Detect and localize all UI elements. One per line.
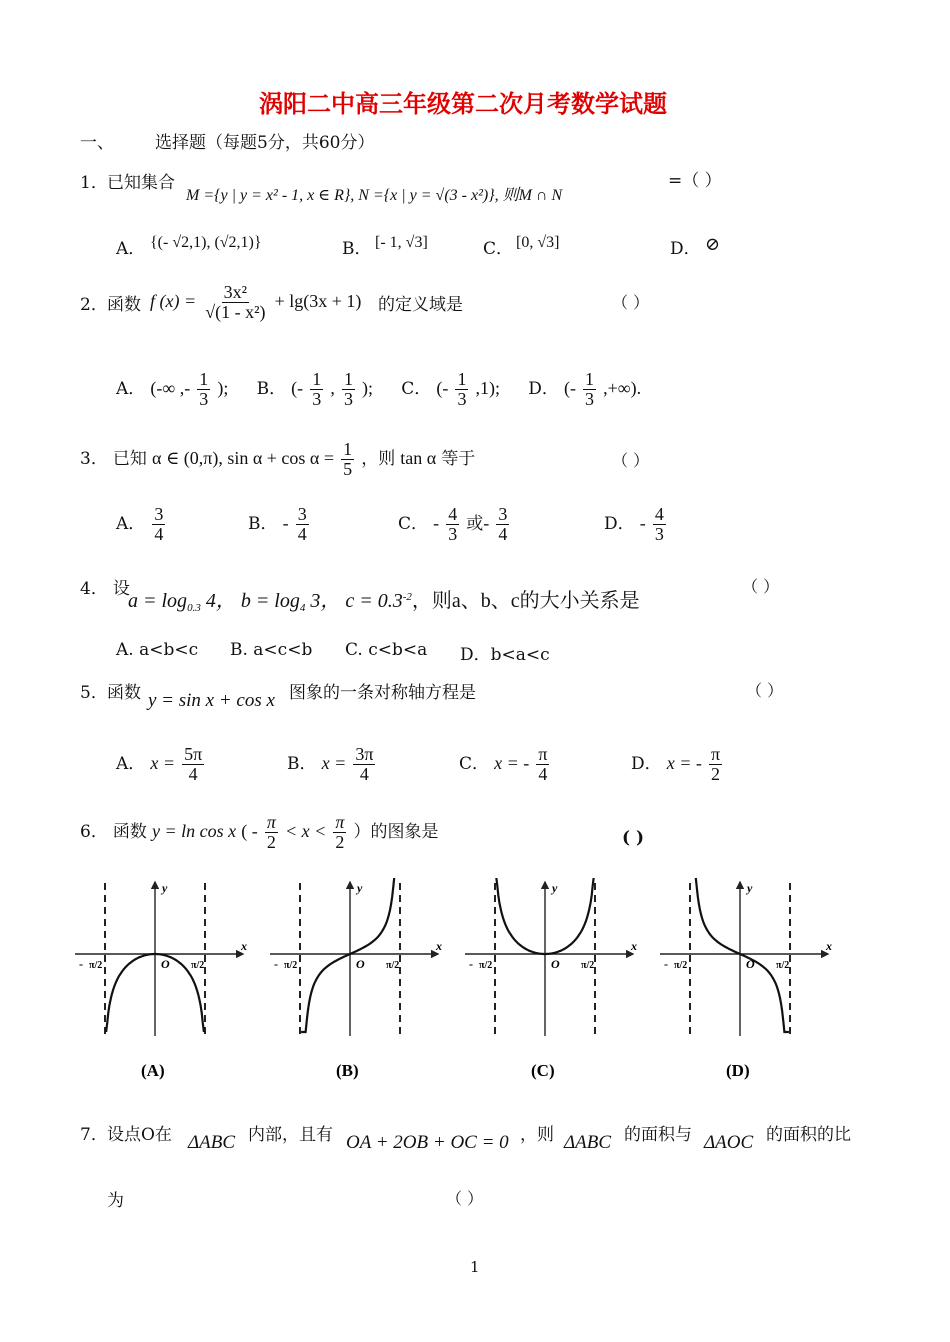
eq: x = [321,752,347,773]
frac-den: 4 [297,523,307,544]
x-axis-label: x [826,939,832,953]
tick-label-right: π/2 [386,960,400,971]
option-label: D． [631,753,662,774]
x-axis-label: x [241,939,247,953]
frac-num: 1 [312,369,322,389]
q1-number: 1． [80,173,108,193]
frac-num: π [538,744,548,764]
page-title: 涡阳二中高三年级第二次月考数学试题 [259,89,667,118]
q1-expression: M ={y | y = x² - 1, x ∈ R}, N ={x | y = √(3 - x²)}, 则M ∩ N [186,187,563,204]
q4-number: 4． [80,579,108,599]
graph-d [660,878,832,1080]
y-axis-label: y [357,881,363,895]
frac-den: 5 [343,458,353,479]
q3-number: 3． [80,448,108,469]
graph-b [270,878,442,1080]
q4-c: c = 0.3 [345,590,403,612]
q2-option-c-pre: (- [436,377,449,398]
q7-triangle-abc-2: ΔABC [564,1132,612,1153]
tick-label-left: - [469,957,473,971]
q6-tail: ）的图象是 [353,821,439,842]
tick-label-left: - [79,957,83,971]
graph-a [75,881,247,1080]
tick-label-left-frac: π/2 [479,960,493,971]
graph-caption: (C) [531,1061,555,1080]
q4-a: a = log [128,590,188,612]
frac-num: π [266,812,276,832]
option-label: A． [116,513,146,534]
frac-den: 2 [266,831,276,852]
frac-den: 3 [312,388,322,409]
q2-option-c-post: ,1); [475,377,501,398]
q7-area1: 的面积与 [624,1125,692,1145]
origin-label: O [551,957,560,971]
q1-option-a-label: A． [116,239,146,259]
frac-num: 3 [498,504,508,524]
tick-label-left: - [274,957,278,971]
q6-range-mid: < x < [284,820,327,841]
q2-option-a-post: ); [217,377,229,398]
q3-option-a [116,505,167,544]
q4-option-a: A. a<b<c [116,640,199,660]
q5-expression: y = sin x + cos x [148,690,275,711]
option-label: D． [604,513,635,534]
q7-then: ，则 [520,1125,554,1145]
q7-area2: 的面积的比 [766,1125,851,1145]
q2-formula [150,283,361,322]
tick-label-right: π/2 [776,960,790,971]
q2-option-d-pre: (- [563,377,576,398]
option-label: A． [116,753,146,774]
tick-label-left-frac: π/2 [284,960,298,971]
frac-num: 3π [355,744,374,764]
q1-option-d: ⊘ [705,234,721,254]
frac-den: 3 [585,388,595,409]
q3-then: ，则 [361,448,396,469]
frac-den: 3 [654,523,664,544]
q1-option-a: {(- √2,1), (√2,1)} [150,234,262,251]
frac-num: 3 [154,504,164,524]
q2-option-b-pre: (- [291,377,304,398]
q6-expression: y = ln cos x [152,820,237,841]
or-word: 或 [466,513,484,534]
frac-den: 4 [498,523,508,544]
q2-lead: 函数 [107,295,141,315]
q4-option-c: C. c<b<a [345,640,428,660]
q4-a-base: 0.3 [187,602,201,614]
q2-options [116,370,641,409]
frac-den: 3 [199,388,209,409]
frac-den: 2 [335,831,345,852]
q4-b-base: 4 [299,602,306,614]
option-label: C． [459,753,490,774]
q3-answer-blank: （ ） [612,451,650,470]
frac-den: 4 [188,763,198,784]
q3-line [80,440,475,479]
frac-den: 3 [343,388,353,409]
graph-caption: (B) [336,1061,359,1080]
q4-option-b: B. a<c<b [230,640,313,660]
q4-answer-blank: （ ） [742,577,780,596]
q7-lead: 设点O在 [107,1125,172,1145]
q7-number: 7． [80,1125,108,1145]
y-axis-label: y [552,881,558,895]
q3-option-c [398,505,511,544]
q4-option-d: D．b<a<c [460,645,550,665]
q5-lead: 函数 [107,683,141,703]
sign: - [282,512,289,533]
eq: x = - [494,752,530,773]
graph-c [465,878,637,1080]
tick-label-left: - [664,957,668,971]
graph-caption: (A) [141,1061,165,1080]
q5-answer-blank: （ ） [746,681,784,700]
q2-answer-blank: （ ） [612,293,650,312]
sign: - [639,512,646,533]
origin-label: O [161,957,170,971]
eq: x = [150,752,176,773]
q4-b: b = log [240,590,300,612]
option-label: B． [248,513,278,534]
q5-number: 5． [80,683,108,703]
q2-option-c-label: C． [401,378,432,399]
q5-option-d [631,745,724,784]
q1-lead: 已知集合 [107,173,175,193]
option-label: C． [398,513,429,534]
q4-c-exp: -2 [402,591,412,603]
frac-num: 1 [457,369,467,389]
q7-vector-equation: OA + 2OB + OC = 0 [346,1132,509,1153]
q5-tail: 图象的一条对称轴方程是 [289,683,476,703]
option-label: B． [287,753,317,774]
q1-option-b: [- 1, √3] [375,234,428,251]
q5-option-c [459,745,551,784]
q2-option-b-post: ); [362,377,374,398]
sign: - [433,512,440,533]
q4-a-arg: 4， [200,590,236,612]
q6-number: 6． [80,821,108,842]
q1-option-c: [0, √3] [516,234,560,251]
origin-label: O [356,957,365,971]
frac-den: 4 [154,523,164,544]
frac-num: 4 [654,504,664,524]
q3-tan: tan α [400,447,437,468]
frac-num: 4 [448,504,458,524]
q1-option-d-label: D． [670,239,701,259]
graph-caption: (D) [726,1061,750,1080]
q3-lead: 已知 [112,448,147,469]
q2-plus-term: + lg(3x + 1) [274,290,362,311]
q1-option-b-label: B． [342,239,372,259]
q2-option-a-label: A． [116,378,146,399]
q3-option-d [604,505,668,544]
q2-number: 2． [80,295,108,315]
q2-option-b-mid: , [330,377,335,398]
q3-tail: 等于 [441,448,476,469]
x-axis-label: x [631,939,637,953]
q2-tail: 的定义域是 [378,295,463,315]
q7-triangle-aoc: ΔAOC [704,1132,754,1153]
frac-den: 3 [448,523,458,544]
tick-label-right: π/2 [581,960,595,971]
q2-option-d-label: D． [528,378,559,399]
q1-answer-blank: =（ ） [668,171,722,191]
frac-den: 4 [538,763,548,784]
q2-numerator: 3x² [223,282,248,302]
q5-option-b [287,745,377,784]
frac-num: 1 [343,369,353,389]
section-label: 选择题（每题5分，共60分） [155,133,375,153]
frac-num: π [335,812,345,832]
q6-line [80,813,438,852]
frac-den: 3 [457,388,467,409]
q2-option-a-pre: (-∞ ,- [150,377,191,398]
q2-option-d-post: ,+∞). [603,377,642,398]
q4-expression [128,584,640,614]
q1-option-c-label: C． [483,239,514,259]
q4-line [80,574,130,599]
tick-label-left-frac: π/2 [89,960,103,971]
q2-denominator: √(1 - x²) [205,301,266,322]
frac-num: 1 [585,369,595,389]
q4-lead: 设 [112,579,130,599]
tick-label-left-frac: π/2 [674,960,688,971]
frac-num: 1 [199,369,209,389]
q4-tail: ，则a、b、c的大小关系是 [411,590,640,612]
q7-mid: 内部，且有 [248,1125,333,1145]
frac-num: 5π [184,744,203,764]
frac-num: 1 [343,439,353,459]
eq: x = - [666,752,702,773]
tick-label-right: π/2 [191,960,205,971]
x-axis-label: x [436,939,442,953]
origin-label: O [746,957,755,971]
frac-den: 4 [359,763,369,784]
y-axis-label: y [162,881,168,895]
section-number: 一、 [80,133,114,153]
frac-den: 2 [711,763,721,784]
q6-graphs [70,878,850,1088]
sign: - [483,512,490,533]
q7-answer-blank: （ ） [446,1189,484,1208]
q6-lead: 函数 [112,821,147,842]
q6-answer-blank: ( ) [622,828,645,848]
q3-option-b [248,505,311,544]
frac-num: 3 [297,504,307,524]
y-axis-label: y [747,881,753,895]
q2-option-b-label: B． [256,378,287,399]
q3-condition: α ∈ (0,π), sin α + cos α = [152,447,335,468]
q7-triangle-abc: ΔABC [188,1132,236,1153]
q2-fx: f (x) = [150,290,197,311]
q6-range-open: ( - [241,820,258,841]
frac-num: π [710,744,721,764]
page-number: 1 [470,1258,480,1276]
q4-b-arg: 3， [305,590,341,612]
q7-line2: 为 [107,1191,124,1211]
q5-option-a [116,745,206,784]
